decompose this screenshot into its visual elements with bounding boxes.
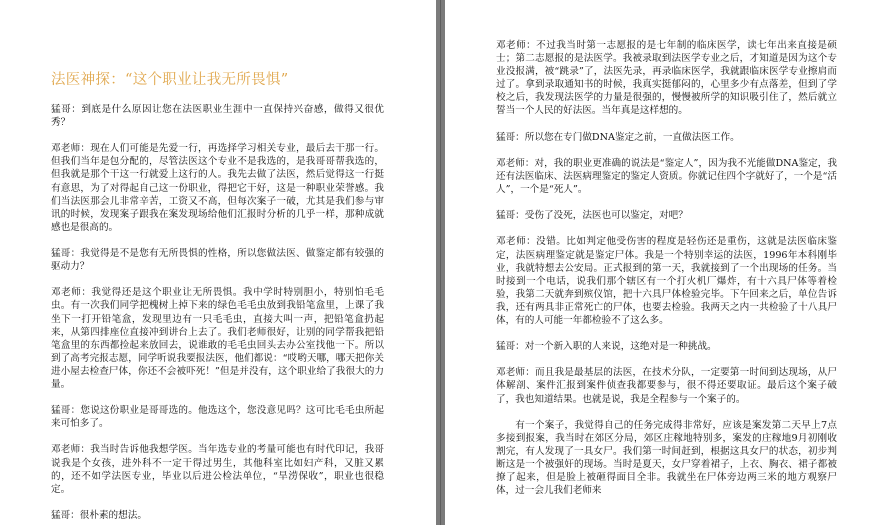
right-paragraph-8: 有一个案子，我觉得自己的任务完成得非常好，应该是案发第二天早上7点多接到报案，我当时在郊区分局，郊区庄稼地特别多，案发的庄稼地9月初刚收割完，有人发现了一具女尸。我们第一时间赶到，根据这具女尸的状态，初步判断这是一个被强奸的现场。当时是夏天，女尸穿着裙子，上衣、胸衣、裙子都被撩了起来，但是脸上被砸得面目全非。我就坐在尸体旁边两三米的地方观察尸体，过一会儿我们老师来 xyxy=(496,419,837,497)
right-paragraph-5: 邓老师：没错。比如判定他受伤害的程度是轻伤还是重伤，这就是法医临床鉴定，法医病理鉴定就是鉴定尸体。我是一个特别幸运的法医，1996年本科刚毕业，我就特想去公安局。正式报到的第一天，我就接到了一个出现场的任务。当时接到一个电话，说我们那个辖区有一个打火机厂爆炸，有十六具尸体等着检验，我第二天就奔到殡仪馆，把十六具尸体检验完毕。下午回来之后，单位告诉我，还有两具非正常死亡的尸体，也要去检验。我两天之内一共检验了十八具尸体，有的人可能一年都检验不了这么多。 xyxy=(496,236,837,326)
left-paragraph-4: 邓老师：我觉得还是这个职业让无所畏惧。我中学时特别胆小，特别怕毛毛虫。有一次我们同学把槐树上掉下来的绿色毛毛虫放到我铅笔盒里，上课了我坐下一打开铅笔盒，发现里边有一只毛毛虫，直接大叫一声，把铅笔盒扔起来，从第四排座位直接冲到讲台上去了。我们老师很好，让别的同学帮我把铅笔盒里的东西都捡起来放回去，说谁敢的毛毛虫回头去办公室找他一下。所以到了高考完报志愿，同学听说我要报法医，他们都说：“哎哟天哪，哪天把你关进小屋去检查尸体，你还不会被吓死！”但是并没有，这个职业给了我很大的力量。 xyxy=(51,287,384,390)
right-paragraph-2: 猛哥：所以您在专门做DNA鉴定之前，一直做法医工作。 xyxy=(496,131,740,143)
left-paragraph-1: 猛哥：到底是什么原因让您在法医职业生涯中一直保持兴奋感，做得又很优秀？ xyxy=(51,104,384,129)
left-paragraph-5: 猛哥：您说这份职业是哥哥选的。他选这个，您没意见吗？这可比毛毛虫所起来可怕多了。 xyxy=(51,405,384,430)
right-paragraph-1: 邓老师：不过我当时第一志愿报的是七年制的临床医学，读七年出来直接是硕士；第二志愿报的是法医学。我被录取到法医学专业之后，才知道是因为这个专业没报满，被“跳录”了，法医先录，再录临床医学，我就跟临床医学专业擦肩而过了。拿到录取通知书的时候，我真实挺郁闷的，心里多少有点落差，但到了学校之后，我发现法医学的力量是很强的，慢慢被所学的知识吸引住了，然后就立誓当一个人民的好法医。当年真是这样想的。 xyxy=(496,40,837,117)
left-page xyxy=(0,0,436,525)
left-paragraph-2: 邓老师：现在人们可能是先爱一行，再选择学习相关专业，最后去干那一行。但我们当年是包分配的，尽管法医这个专业不是我选的，是我哥哥帮我选的，但我就是那个干这一行就爱上这行的人。我先去做了法医，然后觉得这一行挺有意思，为了对得起自己这一份职业，得把它干好，这是一种职业荣誉感。我们当法医那会儿非常辛苦，工资又不高，但每次案子一破，尤其是我们参与审讯的时候，发现案子跟我在案发现场给他们汇报时分析的几乎一样，那种成就感也是很高的。 xyxy=(51,143,384,233)
right-paragraph-4: 猛哥：受伤了没死，法医也可以鉴定，对吧？ xyxy=(496,210,688,222)
right-page xyxy=(445,0,887,525)
article-title: 法医神探：“这个职业让我无所畏惧” xyxy=(51,72,289,88)
right-paragraph-7: 邓老师：而且我是最基层的法医，在技术分队，一定要第一时间到达现场，从尸体解剖、案件汇报到案件侦查我都要参与，很不得还要取证。最后这个案子破了，我也知道结果。也就是说，我是全程参与一个案子的。 xyxy=(496,367,837,405)
left-paragraph-6: 邓老师：我当时告诉他我想学医。当年选专业的考量可能也有时代印记，我哥说我是个女孩，进外科不一定干得过男生，其他科室比如妇产科，又脏又累的，还不如学法医专业，毕业以后进公检法单位，“旱涝保收”，职业也很稳定。 xyxy=(51,444,384,495)
left-paragraph-3: 猛哥：我觉得是不是您有无所畏惧的性格，所以您做法医、做鉴定都有较强的驱动力？ xyxy=(51,248,384,273)
left-paragraph-7: 猛哥：很朴素的想法。 xyxy=(51,509,147,521)
right-paragraph-6: 猛哥：对一个新入职的人来说，这绝对是一种挑战。 xyxy=(496,341,717,353)
page-divider xyxy=(440,0,441,525)
right-paragraph-3: 邓老师：对，我的职业更准确的说法是“鉴定人”，因为我不光能做DNA鉴定，我还有法医临床、法医病理鉴定的鉴定人资质。你就记住四个字就好了，一个是“活人”，一个是“死人”。 xyxy=(496,157,837,196)
